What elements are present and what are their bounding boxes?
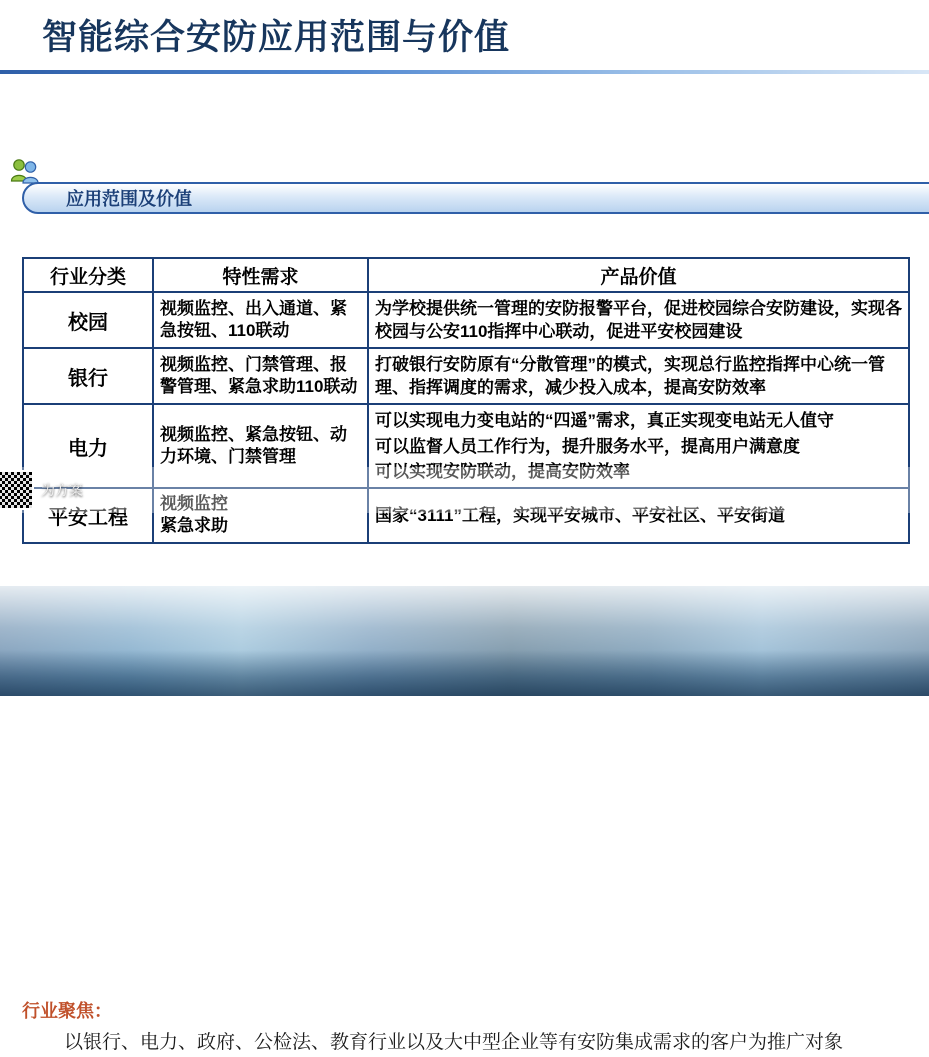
cell-value: 可以实现电力变电站的“四遥”需求，真正实现变电站无人值守 可以监督人员工作行为，提升服务水平，提高用户满意度 可以实现安防联动，提高安防效率 — [368, 404, 909, 487]
cell-needs: 视频监控 紧急求助 — [153, 488, 368, 543]
title-bar — [0, 0, 929, 72]
watermark — [0, 467, 917, 513]
title-divider — [0, 70, 929, 74]
page-title: 智能综合安防应用范围与价值 — [42, 18, 511, 57]
cell-needs: 视频监控、门禁管理、报警管理、紧急求助110联动 — [153, 348, 368, 404]
people-icon — [10, 156, 40, 184]
section-badge — [22, 182, 929, 214]
table-row — [23, 348, 909, 404]
column-header-value: 产品价值 — [368, 258, 909, 292]
table-row — [23, 292, 909, 348]
cell-value: 为学校提供统一管理的安防报警平台，促进校园综合安防建设，实现各校园与公安110指挥中心联动，促进平安校园建设 — [368, 292, 909, 348]
cell-needs: 视频监控、出入通道、紧急按钮、110联动 — [153, 292, 368, 348]
watermark-label: 为方案 — [41, 482, 83, 499]
cell-needs: 视频监控、紧急按钮、动力环境、门禁管理 — [153, 404, 368, 487]
decorative-photo-band — [0, 586, 929, 696]
column-header-category: 行业分类 — [23, 258, 153, 292]
column-header-needs: 特性需求 — [153, 258, 368, 292]
cell-category: 平安工程 — [23, 488, 153, 543]
cell-category: 电力 — [23, 404, 153, 487]
focus-title: 行业聚焦： — [22, 1000, 112, 1021]
focus-body: 以银行、电力、政府、公检法、教育行业以及大中型企业等有安防集成需求的客户为推广对象 — [64, 1031, 844, 1053]
qr-code-icon — [0, 470, 34, 510]
cell-value: 打破银行安防原有“分散管理”的模式，实现总行监控指挥中心统一管理、指挥调度的需求，减少投入成本，提高安防效率 — [368, 348, 909, 404]
cell-category: 银行 — [23, 348, 153, 404]
table-header-row — [23, 258, 909, 292]
industry-focus-note — [22, 997, 912, 1057]
cell-value: 国家“3111”工程，实现平安城市、平安社区、平安街道 — [368, 488, 909, 543]
cell-category: 校园 — [23, 292, 153, 348]
section-badge-label: 应用范围及价值 — [66, 189, 192, 209]
